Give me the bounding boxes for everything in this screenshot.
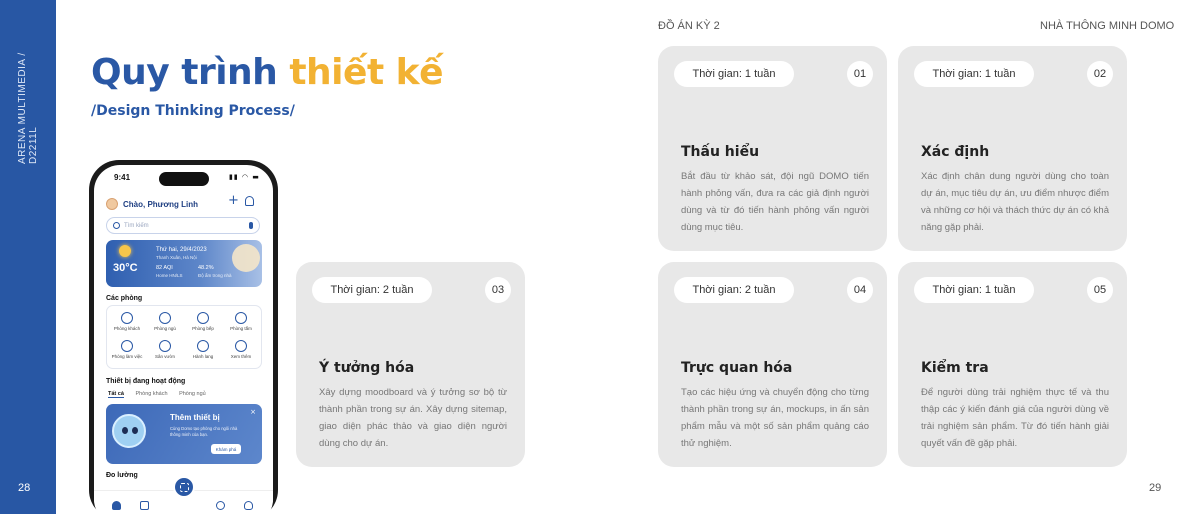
title-part2: thiết kế (289, 52, 444, 93)
room-more[interactable]: Xem thêm (224, 340, 258, 359)
dynamic-island (159, 172, 209, 186)
plus-icon[interactable]: + (228, 193, 239, 208)
duration-pill: Thời gian: 1 tuần (914, 61, 1034, 87)
humidity-label: Độ ẩm trong nhà (198, 273, 232, 278)
page-subtitle: /Design Thinking Process/ (91, 103, 295, 119)
page-number-right: 29 (1149, 482, 1162, 494)
tab-living-room[interactable]: Phòng khách (135, 391, 168, 397)
status-icons: ▮▮ ◠ ▬ (229, 173, 260, 181)
duration-pill: Thời gian: 2 tuần (674, 277, 794, 303)
search-placeholder: Tìm kiếm (124, 222, 149, 229)
scan-icon (180, 483, 189, 492)
aqi-label: Home HN/LS (156, 273, 183, 278)
mascot-eye-left (122, 427, 128, 434)
room-bathroom[interactable]: Phòng tắm (224, 312, 258, 331)
sun-icon (119, 245, 131, 257)
humidity-value: 48.2% (198, 265, 214, 271)
room-garden[interactable]: Sân vườn (148, 340, 182, 359)
rooms-grid (106, 305, 262, 369)
close-icon[interactable]: × (250, 408, 256, 416)
devices-heading: Thiết bị đang hoạt động (106, 378, 186, 385)
profile-icon[interactable] (244, 501, 253, 510)
step-title: Xác định (921, 144, 990, 160)
sofa-icon (121, 312, 133, 324)
step-description: Tạo các hiệu ứng và chuyển động cho từng thành phần trong sự án, mockups, in ấn sản phẩm mẫu và một số sản phẩm quảng cáo thử nghiệm. (681, 387, 869, 449)
device-tabs (108, 391, 216, 397)
weather-location: Thanh Xuân, Hà Nội (156, 255, 197, 260)
avatar[interactable] (106, 198, 118, 210)
aqi-value: 82 AQI (156, 265, 173, 271)
moon-decoration (232, 244, 260, 272)
step-card-4 (658, 262, 887, 467)
greeting-text: Chào, Phương Linh (123, 199, 199, 209)
scan-button[interactable] (173, 476, 195, 498)
promo-title: Thêm thiết bị (170, 413, 220, 422)
search-icon (113, 222, 120, 229)
room-office[interactable]: Phòng làm việc (110, 340, 144, 359)
rooms-heading: Các phòng (106, 295, 143, 302)
microphone-icon[interactable] (249, 222, 253, 229)
duration-pill: Thời gian: 1 tuần (914, 277, 1034, 303)
step-description: Xây dựng moodboard và ý tưởng sơ bộ từ thành phần trong sự án. Xây dựng sitemap, giao diện phác thảo và giao diện người dùng cho dự án. (319, 387, 507, 449)
measure-heading: Đo lường (106, 472, 138, 479)
room-hallway[interactable]: Hành lang (186, 340, 220, 359)
page-number-left: 28 (18, 482, 31, 494)
mascot-illustration (112, 414, 146, 448)
vertical-label: ARENA MULTIMEDIA / D2211L (17, 52, 39, 164)
step-description: Xác định chân dung người dùng cho toàn dự án, mục tiêu dự án, ưu điểm nhược điểm và những cơ hội và thách thức dự án có khả năng gặp phải. (921, 171, 1109, 233)
step-card-1 (658, 46, 887, 251)
add-device-banner[interactable] (106, 404, 262, 464)
step-card-5 (898, 262, 1127, 467)
bulb-icon[interactable] (216, 501, 225, 510)
step-number: 02 (1087, 61, 1113, 87)
weather-card[interactable] (106, 240, 262, 287)
step-title: Thấu hiểu (681, 144, 760, 160)
title-part1: Quy trình (91, 52, 278, 93)
devices-icon[interactable] (140, 501, 149, 510)
promo-text: Cùng Domo tạo phòng cho ngôi nhà thông minh của bạn. (170, 426, 238, 437)
mascot-eye-right (132, 427, 138, 434)
room-bedroom[interactable]: Phòng ngủ (148, 312, 182, 331)
room-living[interactable]: Phòng khách (110, 312, 144, 331)
bath-icon (235, 312, 247, 324)
step-number: 03 (485, 277, 511, 303)
status-time: 9:41 (114, 173, 131, 182)
step-title: Trực quan hóa (681, 360, 793, 376)
page-title (91, 52, 443, 93)
step-description: Bắt đầu từ khảo sát, đội ngũ DOMO tiến hành phỏng vấn, đưa ra các giả định người dùng và từ đó tiến hành phỏng vấn người dùng mục tiêu. (681, 171, 869, 233)
home-icon[interactable] (112, 501, 121, 510)
search-input[interactable] (106, 217, 260, 234)
weather-date: Thứ hai, 29/4/2023 (156, 247, 207, 253)
kitchen-icon (197, 312, 209, 324)
tab-bedroom[interactable]: Phòng ngủ (179, 391, 206, 397)
header-left: ĐỒ ÁN KỲ 2 (658, 20, 720, 32)
step-title: Kiểm tra (921, 360, 989, 376)
temperature: 30°C (113, 262, 138, 274)
walk-icon (197, 340, 209, 352)
explore-button[interactable]: Khám phá (211, 444, 241, 454)
step-description: Để người dùng trải nghiệm thực tế và thu thập các ý kiến đánh giá của người dùng về trải nghiệm sản phẩm. Từ đó tiến hành giải quyết vấn đề gặp phải. (921, 387, 1109, 449)
step-number: 05 (1087, 277, 1113, 303)
grid-icon (235, 340, 247, 352)
step-number: 04 (847, 277, 873, 303)
desk-icon (121, 340, 133, 352)
phone-mockup (89, 160, 278, 514)
phone-screen (94, 165, 273, 514)
step-number: 01 (847, 61, 873, 87)
duration-pill: Thời gian: 2 tuần (312, 277, 432, 303)
tree-icon (159, 340, 171, 352)
step-title: Ý tưởng hóa (319, 360, 415, 376)
greeting-row (106, 195, 266, 213)
duration-pill: Thời gian: 1 tuần (674, 61, 794, 87)
step-card-2 (898, 46, 1127, 251)
step-card-3 (296, 262, 525, 467)
bell-icon[interactable] (245, 196, 254, 206)
tab-all[interactable]: Tất cả (108, 391, 124, 397)
room-kitchen[interactable]: Phòng bếp (186, 312, 220, 331)
sidebar-strip (0, 0, 56, 514)
header-right: NHÀ THÔNG MINH DOMO (1040, 20, 1175, 32)
bed-icon (159, 312, 171, 324)
